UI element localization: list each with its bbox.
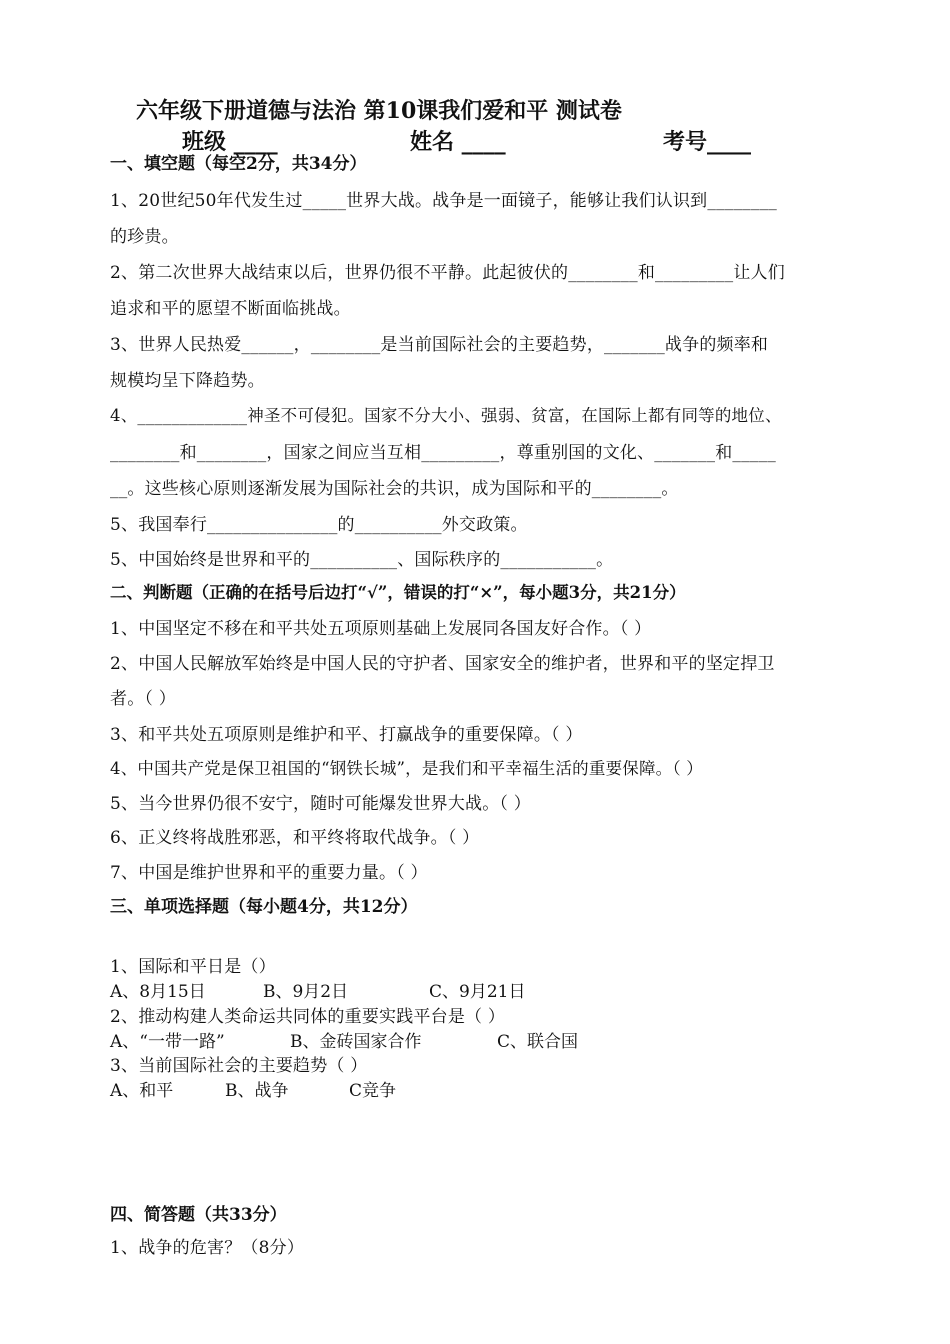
class-field: 班级 ____ <box>182 129 278 155</box>
question-line: 1、战争的危害？（8分） <box>110 1238 305 1258</box>
question-line: 2、中国人民解放军始终是中国人民的守护者、国家安全的维护者，世界和平的坚定捍卫 <box>110 654 775 674</box>
question-line: 2、第二次世界大战结束以后，世界仍很不平静。此起彼伏的________和_________让人们 <box>110 263 785 283</box>
question-line: 追求和平的愿望不断面临挑战。 <box>110 299 351 319</box>
question-line: 5、当今世界仍很不安宁，随时可能爆发世界大战。（ ） <box>110 794 531 814</box>
question-line: 规模均呈下降趋势。 <box>110 371 265 391</box>
choice-option: A、“一带一路” <box>110 1032 225 1052</box>
choice-option: B、金砖国家合作 <box>290 1032 422 1052</box>
choice-option: C、9月21日 <box>429 982 526 1002</box>
question-line: 的珍贵。 <box>110 227 179 247</box>
choice-option: C、联合国 <box>497 1032 579 1052</box>
choice-option: B、9月2日 <box>263 982 349 1002</box>
choice-question-stem: 2、推动构建人类命运共同体的重要实践平台是（ ） <box>110 1007 506 1027</box>
section-heading-multiple-choice: 三、单项选择题（每小题4分，共12分） <box>110 897 418 917</box>
question-line: 4、中国共产党是保卫祖国的“钢铁长城”，是我们和平幸福生活的重要保障。（ ） <box>110 759 703 778</box>
question-line: 5、中国始终是世界和平的__________、国际秩序的___________。 <box>110 550 614 570</box>
question-line: 者。（ ） <box>110 689 176 709</box>
question-line: 7、中国是维护世界和平的重要力量。（ ） <box>110 863 428 883</box>
question-line: ________和________，国家之间应当互相_________，尊重别国的文化、_______和_____ <box>110 443 776 463</box>
choice-option: A、和平 <box>110 1081 174 1101</box>
choice-option: C竞争 <box>349 1081 397 1101</box>
question-line: 1、中国坚定不移在和平共处五项原则基础上发展同各国友好合作。（ ） <box>110 619 652 639</box>
name-field: 姓名 ____ <box>410 129 506 155</box>
section-heading-short-answer: 四、简答题（共33分） <box>110 1205 287 1225</box>
question-line: 1、20世纪50年代发生过_____世界大战。战争是一面镜子，能够让我们认识到________ <box>110 191 777 211</box>
choice-option: B、战争 <box>225 1081 289 1101</box>
choice-question-stem: 1、国际和平日是（） <box>110 957 276 977</box>
question-line: __。这些核心原则逐渐发展为国际社会的共识，成为国际和平的________。 <box>110 479 679 499</box>
section-heading-true-false: 二、判断题（正确的在括号后边打“√”，错误的打“×”，每小题3分，共21分） <box>110 583 686 602</box>
section-heading-fill-blank: 一、填空题（每空2分，共34分） <box>110 154 367 174</box>
question-line: 3、世界人民热爱______，________是当前国际社会的主要趋势，_______战争的频率和 <box>110 335 769 355</box>
choice-question-stem: 3、当前国际社会的主要趋势（ ） <box>110 1056 368 1076</box>
page-title: 六年级下册道德与法治 第10课我们爱和平 测试卷 <box>136 98 622 124</box>
choice-option: A、8月15日 <box>110 982 206 1002</box>
question-line: 4、_____________神圣不可侵犯。国家不分大小、强弱、贫富，在国际上都有同等的地位、 <box>110 406 782 425</box>
question-line: 6、正义终将战胜邪恶，和平终将取代战争。（ ） <box>110 828 480 848</box>
id-field: 考号____ <box>663 129 752 155</box>
question-line: 5、我国奉行_______________的__________外交政策。 <box>110 515 528 535</box>
question-line: 3、和平共处五项原则是维护和平、打赢战争的重要保障。（ ） <box>110 725 583 745</box>
